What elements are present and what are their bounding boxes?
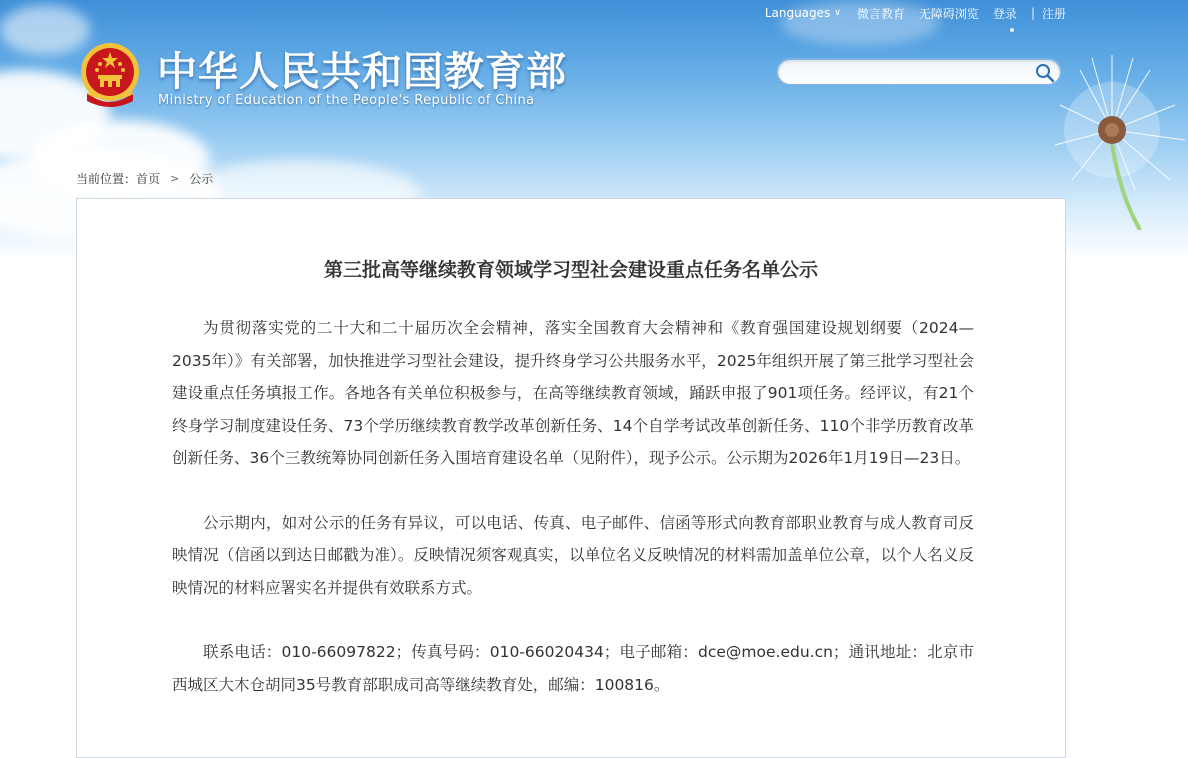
breadcrumb-prefix: 当前位置： <box>76 172 137 186</box>
login-link[interactable]: 登录 <box>992 6 1017 21</box>
breadcrumb-notice-link[interactable]: 公示 <box>189 172 214 186</box>
article-paragraph: 联系电话：010-66097822；传真号码：010-66020434；电子邮箱：dce@moe.edu.cn；通讯地址：北京市西城区大木仓胡同35号教育部职成司高等继续教育处，邮编：100816。 <box>172 643 974 694</box>
article-title: 第三批高等继续教育领域学习型社会建设重点任务名单公示 <box>323 259 818 281</box>
chevron-right-icon: > <box>170 172 180 185</box>
search-icon[interactable] <box>1034 62 1056 84</box>
languages-dropdown[interactable] <box>765 6 841 20</box>
register-link[interactable]: 注册 <box>1041 6 1066 21</box>
languages-label: Languages <box>764 6 831 20</box>
article-body <box>172 312 974 733</box>
breadcrumb <box>76 170 213 187</box>
search-box <box>776 58 1062 86</box>
breadcrumb-home-link[interactable]: 首页 <box>136 172 161 186</box>
search-input[interactable] <box>790 63 1034 83</box>
national-emblem-icon[interactable] <box>79 41 141 109</box>
top-utility-bar <box>765 5 1066 21</box>
site-subtitle: Ministry of Education of the People's Republic of China <box>158 93 535 108</box>
article-panel <box>76 198 1066 758</box>
site-title[interactable]: 中华人民共和国教育部 <box>157 49 567 95</box>
article-paragraph: 为贯彻落实党的二十大和二十届历次全会精神，落实全国教育大会精神和《教育强国建设规划纲要（2024—2035年）》有关部署，加快推进学习型社会建设，提升终身学习公共服务水平，2025年组织开展了第三批学习型社会建设重点任务填报工作。各地各有关单位积极参与，在高等继续教育领域，踊跃申报了901项任务。经评议，有21个终身学习制度建设任务、73个学历继续教育教学改革创新任务、14个自学考试改革创新任务、110个非学历教育改革创新任务、36个三教统筹协同创新任务入围培育建设名单（见附件），现予公示。公示期为2026年1月19日—23日。 <box>172 319 974 467</box>
accessibility-link[interactable]: 无障碍浏览 <box>918 6 979 21</box>
chevron-down-icon: ∨ <box>834 8 841 18</box>
divider: | <box>1030 6 1035 20</box>
weiyan-education-link[interactable]: 微言教育 <box>856 6 905 21</box>
article-paragraph: 公示期内，如对公示的任务有异议，可以电话、传真、电子邮件、信函等形式向教育部职业教育与成人教育司反映情况（信函以到达日邮戳为准）。反映情况须客观真实，以单位名义反映情况的材料需加盖单位公章，以个人名义反映情况的材料应署实名并提供有效联系方式。 <box>172 513 974 597</box>
